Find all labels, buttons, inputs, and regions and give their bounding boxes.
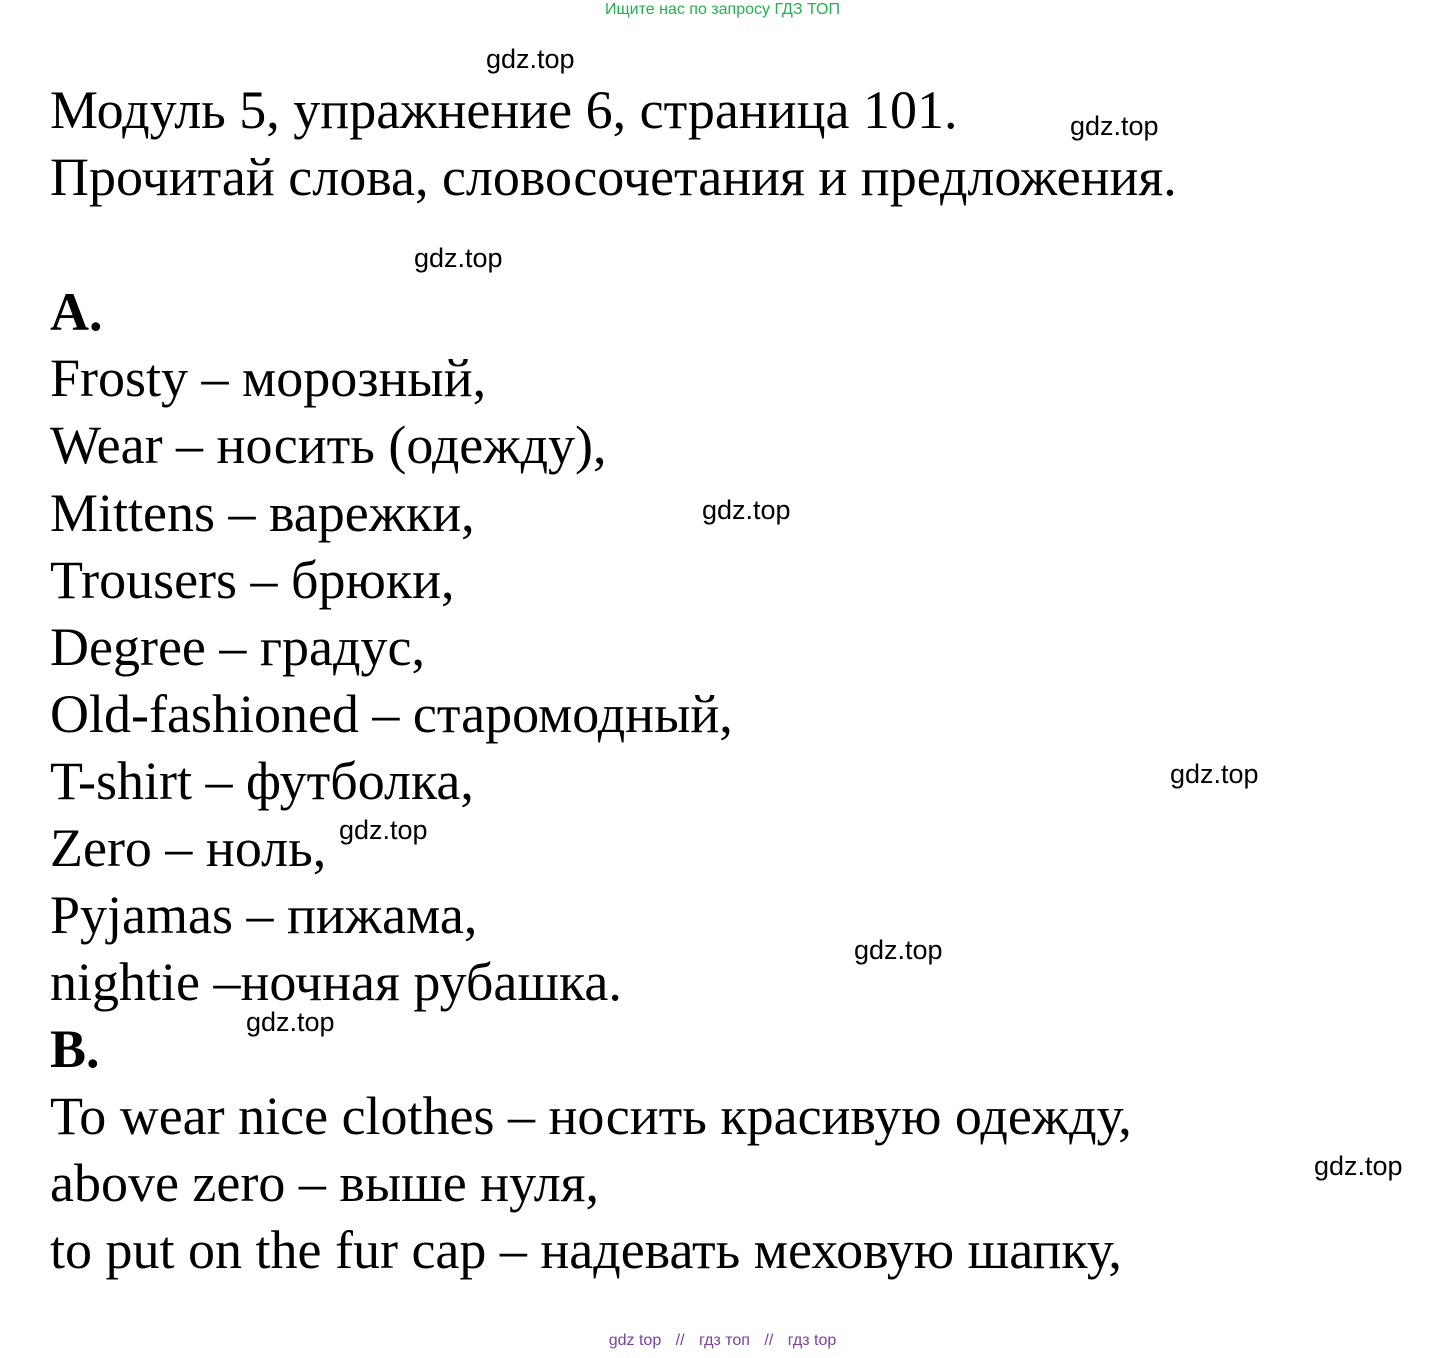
vocab-line: nightie –ночная рубашка. (50, 952, 622, 1012)
page-title: Модуль 5, упражнение 6, страница 101. (50, 80, 958, 140)
phrase-line: To wear nice clothes – носить красивую одежду, (50, 1086, 1132, 1146)
vocab-line: Pyjamas – пижама, (50, 885, 478, 945)
section-b-heading: B. (50, 1019, 100, 1079)
vocab-line: Frosty – морозный, (50, 348, 487, 408)
vocab-line: T-shirt – футболка, (50, 751, 474, 811)
footer-link[interactable]: гдз top (787, 1332, 837, 1349)
phrase-line: to put on the fur cap – надевать меховую шапку, (50, 1220, 1122, 1280)
section-a-heading: A. (50, 282, 103, 342)
footer-separator: // (675, 1332, 685, 1349)
vocab-line: Zero – ноль, (50, 818, 327, 878)
watermark: gdz.top (246, 1007, 335, 1037)
watermark: gdz.top (1314, 1151, 1403, 1181)
watermark: gdz.top (414, 243, 503, 273)
vocab-line: Old-fashioned – старомодный, (50, 684, 733, 744)
watermark: gdz.top (486, 44, 575, 74)
watermark: gdz.top (339, 815, 428, 845)
footer-link[interactable]: gdz top (608, 1332, 662, 1349)
vocab-line: Degree – градус, (50, 617, 425, 677)
vocab-line: Mittens – варежки, (50, 483, 475, 543)
footer (0, 1332, 1445, 1350)
watermark: gdz.top (854, 935, 943, 965)
vocab-line: Trousers – брюки, (50, 550, 455, 610)
phrase-line: above zero – выше нуля, (50, 1153, 599, 1213)
footer-link[interactable]: гдз топ (699, 1332, 750, 1349)
vocab-line: Wear – носить (одежду), (50, 415, 607, 475)
footer-separator: // (764, 1332, 774, 1349)
watermark: gdz.top (1170, 759, 1259, 789)
instruction: Прочитай слова, словосочетания и предложения. (50, 147, 1177, 207)
watermark: gdz.top (1070, 111, 1159, 141)
watermark: gdz.top (702, 495, 791, 525)
top-banner: Ищите нас по запросу ГДЗ ТОП (605, 1, 840, 18)
